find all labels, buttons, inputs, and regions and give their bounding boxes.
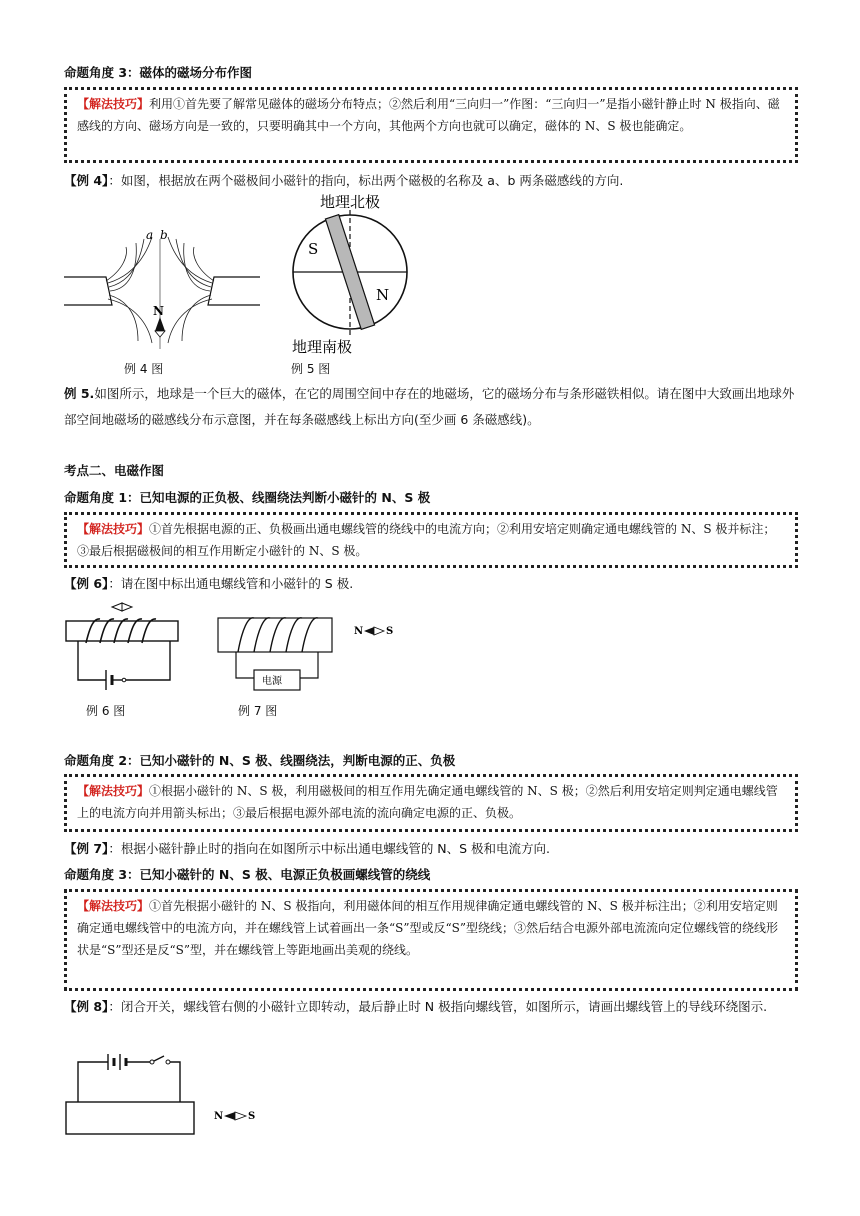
example-label: 【例 6】 — [64, 576, 109, 591]
example-4 — [64, 172, 623, 190]
section-heading-angle-3: 命题角度 3：已知小磁针的 N、S 极、电源正负极画螺线管的绕线 — [64, 867, 431, 882]
example-6 — [64, 575, 353, 593]
tip-text: ①首先根据电源的正、负极画出通电螺线管的绕线中的电流方向；②利用安培定则确定通电螺线管的 N、S 极并标注；③最后根据磁极间的相互作用断定小磁针的 N、S 极。 — [77, 522, 776, 558]
figure-7-solenoid — [214, 612, 414, 698]
example-text: ：根据小磁针静止时的指向在如图所示中标出通电螺线管的 N、S 极和电流方向. — [108, 841, 551, 856]
example-label: 例 5. — [64, 386, 95, 401]
field-line-label-a: a — [146, 228, 154, 242]
figure-6-solenoid — [64, 598, 182, 694]
tip-box-2 — [64, 512, 798, 568]
figure-4-caption: 例 4 图 — [124, 362, 164, 376]
magnet-n-label: N — [376, 286, 390, 304]
example-label: 【例 4】 — [64, 173, 109, 188]
needle-s-label: S — [248, 1111, 256, 1122]
solenoid-core — [66, 1102, 194, 1134]
example-7 — [64, 840, 550, 858]
switch-lever — [154, 1056, 164, 1061]
needle-n-label: N — [214, 1111, 224, 1122]
tip-label: 【解法技巧】 — [77, 522, 150, 536]
compass-needle — [224, 1112, 235, 1120]
example-5 — [64, 381, 800, 433]
example-label: 【例 8】 — [64, 999, 109, 1014]
figure-5-earth-magnet — [286, 190, 416, 358]
tip-box-3 — [64, 774, 798, 832]
needle-n-label: N — [153, 304, 164, 318]
geographic-south-label: 地理南极 — [292, 338, 353, 356]
example-text: 如图所示，地球是一个巨大的磁体，在它的周围空间中存在的地磁场，它的磁场分布与条形磁铁相似。请在图中大致画出地球外部空间地磁场的磁感线分布示意图，并在每条磁感线上标出方向(至少画 6 条磁感线)。 — [64, 386, 795, 427]
tip-text: ①根据小磁针的 N、S 极，利用磁极间的相互作用先确定通电螺线管的 N、S 极；②然后利用安培定则判定通电螺线管上的电流方向并用箭头标出；③最后根据电源外部电流的流向确定电源的正、负极。 — [77, 784, 778, 820]
section-heading-magnet-field: 命题角度 3：磁体的磁场分布作图 — [64, 65, 253, 80]
power-source-label: 电源 — [262, 676, 282, 687]
field-line-label-b: b — [160, 228, 168, 242]
topic-heading-electromagnet: 考点二、电磁作图 — [64, 463, 165, 478]
compass-needle — [364, 627, 374, 635]
section-heading-angle-1: 命题角度 1：已知电源的正负极、线圈绕法判断小磁针的 N、S 极 — [64, 490, 431, 505]
tip-text: ①首先根据小磁针的 N、S 极指向，利用磁体间的相互作用规律确定通电螺线管的 N、S 极并标注出；②利用安培定则确定通电螺线管中的电流方向，并在螺线管上试着画出一条“S”型或反“S”型绕线；③然后结合电源外部电流流向定位螺线管的绕线形状是“S”型还是反“S”型，并在螺线管上等距地画出美观的绕线。 — [77, 899, 778, 957]
figure-4-magnet-poles — [64, 225, 260, 355]
section-heading-angle-2: 命题角度 2：已知小磁针的 N、S 极、线圈绕法，判断电源的正、负极 — [64, 753, 456, 768]
example-text: ：请在图中标出通电螺线管和小磁针的 S 极. — [108, 576, 354, 591]
tip-text: 利用①首先要了解常见磁体的磁场分布特点；②然后利用“三向归一”作图：“三向归一”是指小磁针静止时 N 极指向、磁感线的方向、磁场方向是一致的，只要明确其中一个方向，其他两个方向也就可以确定，磁体的 N、S 极也能确定。 — [77, 97, 780, 133]
figure-7-caption: 例 7 图 — [238, 704, 278, 718]
example-label: 【例 7】 — [64, 841, 109, 856]
tip-box-1 — [64, 87, 798, 163]
needle-n-label: N — [354, 626, 364, 637]
tip-label: 【解法技巧】 — [77, 97, 150, 111]
tip-label: 【解法技巧】 — [77, 784, 150, 798]
example-text: ：闭合开关，螺线管右侧的小磁针立即转动，最后静止时 N 极指向螺线管，如图所示，请画出螺线管上的导线环绕图示. — [108, 999, 768, 1014]
magnet-s-label: S — [308, 240, 319, 258]
example-text: ：如图，根据放在两个磁极间小磁针的指向，标出两个磁极的名称及 a、b 两条磁感线的方向. — [108, 173, 624, 188]
figure-6-caption: 例 6 图 — [86, 704, 126, 718]
geographic-north-label: 地理北极 — [320, 193, 381, 211]
tip-label: 【解法技巧】 — [77, 899, 150, 913]
compass-needle — [155, 317, 165, 331]
needle-s-label: S — [386, 626, 394, 637]
example-8 — [64, 994, 800, 1020]
tip-box-4 — [64, 889, 798, 991]
figure-8-circuit — [64, 1048, 284, 1138]
figure-5-caption: 例 5 图 — [291, 362, 331, 376]
